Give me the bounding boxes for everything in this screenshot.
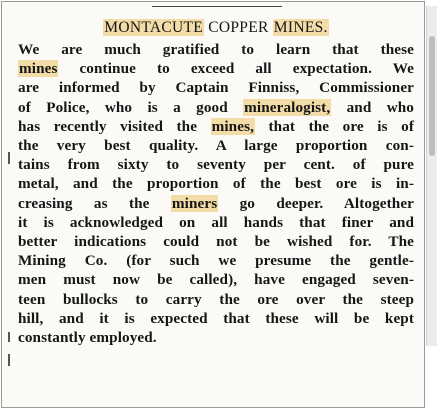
text-run: creasing as the bbox=[18, 194, 171, 212]
scanned-clipping bbox=[1, 1, 425, 408]
text-run: constantly employed. bbox=[18, 329, 157, 347]
text-run: the very best quality. A large proportion con- bbox=[18, 137, 414, 155]
highlighted-term: MINES. bbox=[273, 19, 328, 36]
margin-mark bbox=[8, 332, 10, 342]
text-line bbox=[18, 232, 414, 251]
text-run: men must now be called), have engaged seven- bbox=[18, 271, 414, 289]
top-rule bbox=[152, 6, 282, 7]
text-run: continue to exceed all expectation. We bbox=[58, 60, 414, 78]
text-line bbox=[18, 78, 414, 97]
text-line bbox=[18, 136, 414, 155]
text-line bbox=[18, 290, 414, 309]
text-run: and who bbox=[331, 98, 415, 116]
text-line bbox=[18, 155, 414, 174]
text-line bbox=[18, 194, 414, 213]
text-run: has recently visited the bbox=[18, 117, 211, 135]
margin-mark bbox=[8, 354, 10, 366]
text-run: go deeper. Altogether bbox=[218, 194, 414, 212]
text-line bbox=[18, 270, 414, 289]
article-headline bbox=[18, 18, 414, 38]
highlighted-term: mineralogist, bbox=[244, 98, 331, 116]
text-line bbox=[18, 117, 414, 136]
text-run: tains from sixty to seventy per cent. of pure bbox=[18, 156, 414, 174]
text-run: metal, and the proportion of the best ore is in- bbox=[18, 175, 414, 193]
text-line bbox=[18, 328, 414, 347]
text-run: of Police, who is a good bbox=[18, 98, 244, 116]
text-line bbox=[18, 40, 414, 59]
text-run: it is acknowledged on all hands that finer and bbox=[18, 213, 414, 231]
article bbox=[18, 18, 414, 347]
text-run: better indications could not be wished for. The bbox=[18, 233, 414, 251]
text-line bbox=[18, 174, 414, 193]
text-line bbox=[18, 98, 414, 117]
highlighted-term: miners bbox=[171, 194, 218, 212]
text-run: teen bullocks to carry the ore over the steep bbox=[18, 290, 414, 308]
text-line bbox=[18, 213, 414, 232]
highlighted-term: mines bbox=[19, 60, 58, 78]
scrollbar[interactable] bbox=[426, 6, 437, 346]
highlighted-term: mines, bbox=[211, 117, 254, 135]
margin-mark bbox=[8, 152, 10, 164]
text-run: We are much gratified to learn that these bbox=[18, 41, 414, 58]
text-run: hill, and it is expected that these will be kept bbox=[18, 309, 414, 327]
scrollbar-thumb[interactable] bbox=[429, 36, 435, 156]
text-run: Mining Co. (for such we presume the gentle- bbox=[18, 252, 414, 270]
text-run: are informed by Captain Finniss, Commissioner bbox=[18, 79, 414, 97]
headline-text: COPPER bbox=[204, 19, 273, 36]
text-line bbox=[18, 251, 414, 270]
highlighted-term: MONTACUTE bbox=[104, 19, 204, 36]
text-line bbox=[18, 309, 414, 328]
text-line bbox=[18, 59, 414, 78]
text-run: that the ore is of bbox=[254, 117, 415, 135]
article-body bbox=[18, 40, 414, 347]
